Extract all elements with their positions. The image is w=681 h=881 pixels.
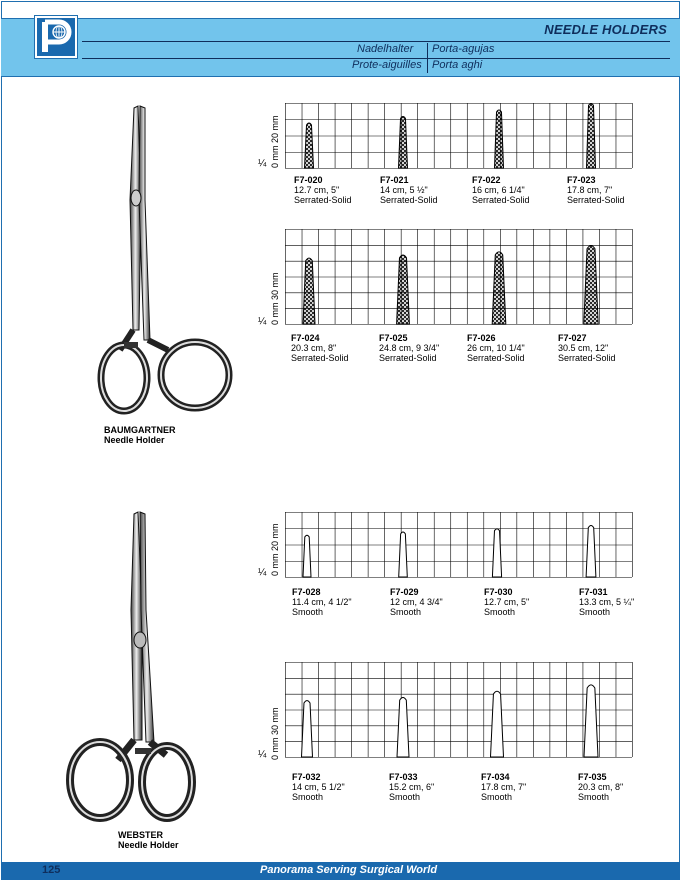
scale-label: 0 mm 30 mm: [270, 707, 280, 760]
item-code: F7-022: [472, 175, 501, 185]
item-jaw: Serrated-Solid: [294, 195, 352, 205]
scale-label: 0 mm 20 mm: [270, 115, 280, 168]
item-size: 20.3 cm, 8": [578, 782, 624, 792]
item-jaw: Smooth: [484, 607, 516, 617]
item-code: F7-035: [578, 772, 607, 782]
item-code: F7-025: [379, 333, 408, 343]
jaw-tip-f7-028: [303, 535, 311, 577]
item-jaw: Serrated-Solid: [291, 353, 349, 363]
item-size: 14 cm, 5 ½": [380, 185, 428, 195]
item-f7-035: [578, 772, 623, 802]
jaw-tip-f7-025: [397, 255, 410, 324]
jaw-tip-f7-023: [587, 103, 596, 168]
jaw-grid-3: [285, 512, 633, 578]
item-jaw: Smooth: [389, 792, 421, 802]
item-f7-020: [294, 175, 352, 205]
webster-needle-holder-image: [60, 510, 200, 830]
instrument-name: WEBSTER: [118, 830, 163, 840]
item-jaw: Serrated-Solid: [380, 195, 438, 205]
item-f7-032: [292, 772, 345, 802]
page-title: NEEDLE HOLDERS: [544, 22, 667, 37]
panorama-logo-icon: [35, 16, 77, 58]
item-code: F7-033: [389, 772, 418, 782]
item-size: 16 cm, 6 1/4": [472, 185, 525, 195]
item-size: 15.2 cm, 6": [389, 782, 435, 792]
instrument-label-baumgartner: [104, 425, 176, 445]
item-jaw: Smooth: [579, 607, 611, 617]
item-f7-027: [558, 333, 616, 363]
item-f7-026: [467, 333, 525, 363]
jaw-grid-2: [285, 229, 633, 325]
item-f7-022: [472, 175, 530, 205]
jaw-tip-f7-032: [302, 701, 313, 757]
item-size: 17.8 cm, 7": [481, 782, 527, 792]
item-f7-029: [390, 587, 443, 617]
item-jaw: Smooth: [578, 792, 610, 802]
item-code: F7-031: [579, 587, 608, 597]
item-code: F7-027: [558, 333, 587, 343]
item-code: F7-021: [380, 175, 409, 185]
scale-label: 0 mm 30 mm: [270, 272, 280, 325]
item-code: F7-026: [467, 333, 496, 343]
instrument-subtitle: Needle Holder: [104, 435, 165, 445]
item-code: F7-029: [390, 587, 419, 597]
item-size: 26 cm, 10 1/4": [467, 343, 525, 353]
item-size: 11.4 cm, 4 1/2": [292, 597, 352, 607]
footer-slogan: Panorama Serving Surgical World: [260, 864, 438, 876]
translation-it: Porta aghi: [432, 59, 483, 71]
item-size: 12 cm, 4 3/4": [390, 597, 443, 607]
jaw-tip-f7-026: [492, 252, 506, 324]
jaw-tip-f7-022: [495, 110, 504, 168]
instrument-name: BAUMGARTNER: [104, 425, 176, 435]
jaw-tip-f7-024: [303, 258, 315, 324]
item-jaw: Serrated-Solid: [558, 353, 616, 363]
item-jaw: Serrated-Solid: [472, 195, 530, 205]
header-bottom-line: [1, 76, 680, 77]
item-f7-033: [389, 772, 434, 802]
jaw-tip-f7-031: [586, 526, 596, 577]
header-top-line: [1, 18, 680, 19]
item-code: F7-023: [567, 175, 596, 185]
header-rule-top: [82, 41, 670, 42]
item-jaw: Smooth: [292, 607, 324, 617]
translation-es: Porta-agujas: [432, 43, 495, 55]
item-code: F7-020: [294, 175, 323, 185]
jaw-tip-f7-033: [397, 697, 409, 757]
item-f7-025: [379, 333, 439, 363]
jaw-tip-f7-027: [584, 246, 598, 324]
instrument-label-webster: [118, 830, 179, 850]
item-jaw: Serrated-Solid: [467, 353, 525, 363]
quarter-symbol: ¼: [258, 316, 267, 327]
quarter-symbol: ¼: [258, 749, 267, 760]
item-f7-028: [292, 587, 352, 617]
item-f7-031: [579, 587, 634, 617]
jaw-tip-f7-029: [399, 532, 408, 577]
item-size: 20.3 cm, 8": [291, 343, 337, 353]
item-size: 17.8 cm, 7": [567, 185, 613, 195]
item-f7-034: [481, 772, 526, 802]
jaw-tip-f7-030: [492, 529, 501, 577]
item-code: F7-030: [484, 587, 513, 597]
quarter-symbol: ¼: [258, 567, 267, 578]
item-jaw: Smooth: [390, 607, 422, 617]
jaw-grid-4: [285, 662, 633, 758]
item-code: F7-028: [292, 587, 321, 597]
jaw-tip-f7-034: [491, 691, 504, 757]
item-jaw: Serrated-Solid: [379, 353, 437, 363]
jaw-grid-1: [285, 103, 633, 169]
item-size: 30.5 cm, 12": [558, 343, 609, 353]
item-f7-021: [380, 175, 438, 205]
item-size: 12.7 cm, 5": [484, 597, 530, 607]
item-size: 24.8 cm, 9 3/4": [379, 343, 440, 353]
item-size: 14 cm, 5 1/2": [292, 782, 345, 792]
page-number: 125: [42, 864, 61, 876]
item-jaw: Smooth: [481, 792, 513, 802]
quarter-symbol: ¼: [258, 158, 267, 169]
jaw-tip-f7-035: [584, 685, 598, 757]
header-divider: [427, 43, 428, 73]
item-code: F7-024: [291, 333, 320, 343]
item-f7-024: [291, 333, 349, 363]
translation-de: Nadelhalter: [357, 43, 414, 55]
jaw-tip-f7-021: [399, 116, 408, 168]
item-jaw: Serrated-Solid: [567, 195, 625, 205]
item-size: 12.7 cm, 5": [294, 185, 340, 195]
item-f7-023: [567, 175, 625, 205]
scale-label: 0 mm 20 mm: [270, 523, 280, 576]
item-code: F7-032: [292, 772, 321, 782]
item-size: 13.3 cm, 5 ¼": [579, 597, 635, 607]
item-jaw: Smooth: [292, 792, 324, 802]
baumgartner-needle-holder-image: [90, 100, 250, 420]
item-f7-030: [484, 587, 529, 617]
jaw-tip-f7-020: [305, 123, 314, 168]
item-code: F7-034: [481, 772, 510, 782]
instrument-subtitle: Needle Holder: [118, 840, 179, 850]
translation-fr: Prote-aiguilles: [352, 59, 422, 71]
